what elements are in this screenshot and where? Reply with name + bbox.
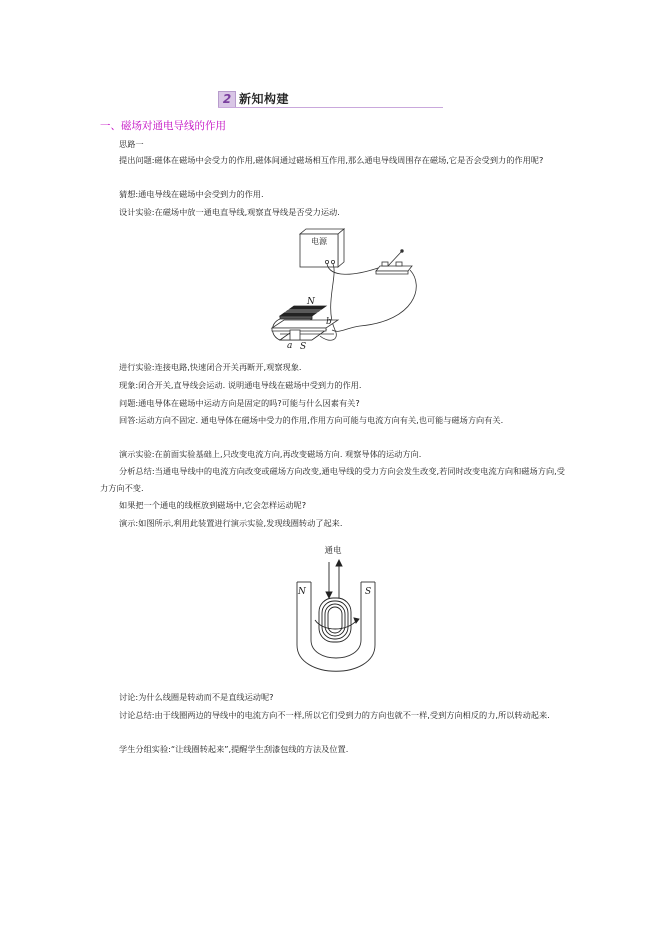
paragraph: 分析总结:当通电导线中的电流方向改变或磁场方向改变,通电导线的受力方向会发生改变,若同时改变电流方向和磁场方向,受力方向不变. xyxy=(100,466,565,493)
paragraph: 演示实验:在前面实验基础上,只改变电流方向,再改变磁场方向. 观察导体的运动方向. xyxy=(119,449,422,459)
paragraph: 思路一 xyxy=(119,139,144,149)
current-label: 通电 xyxy=(324,546,342,556)
magnet-pole-s: S xyxy=(365,587,372,597)
subsection-heading: 一、磁场对通电导线的作用 xyxy=(100,120,226,132)
paragraph: 提出问题:磁体在磁场中会受力的作用,磁体间通过磁场相互作用,那么通电导线周围存在磁场,它是否会受到力的作用呢? xyxy=(119,155,544,165)
paragraph: 回答:运动方向不固定. 通电导体在磁场中受力的作用,作用方向可能与电流方向有关,也可能与磁场方向有关. xyxy=(119,415,504,425)
paragraph: 现象:闭合开关,直导线会运动. 说明通电导线在磁场中受到力的作用. xyxy=(119,380,362,390)
magnet-pole-n: N xyxy=(298,587,306,597)
paragraph: 问题:通电导体在磁场中运动方向是固定的吗?可能与什么因素有关? xyxy=(119,398,360,408)
paragraph: 如果把一个通电的线框放到磁场中,它会怎样运动呢? xyxy=(119,500,307,510)
wire-end-a: a xyxy=(287,341,293,351)
paragraph: 猜想:通电导线在磁场中会受到力的作用. xyxy=(119,189,264,199)
power-supply xyxy=(300,229,344,267)
current-arrows xyxy=(326,560,342,598)
wire-end-b: b xyxy=(326,317,332,327)
paragraph: 设计实验:在磁场中放一通电直导线,观察直导线是否受力运动. xyxy=(119,207,340,217)
paragraph: 学生分组实验:“让线圈转起来”,提醒学生刮漆包线的方法及位置. xyxy=(119,744,349,754)
switch xyxy=(376,250,412,274)
coil xyxy=(319,598,351,642)
paragraph: 进行实验:连接电路,快速闭合开关再断开,观察现象. xyxy=(119,362,302,372)
magnet-pole-n: N xyxy=(307,297,315,307)
paragraph: 演示:如图所示,利用此装置进行演示实验,发现线圈转动了起来. xyxy=(119,518,343,528)
experiment-figure-coil xyxy=(285,540,395,680)
paragraph: 讨论总结:由于线圈两边的导线中的电流方向不一样,所以它们受到力的方向也就不一样,受到方向相反的力,所以转动起来. xyxy=(119,710,550,720)
power-supply-label: 电源 xyxy=(311,237,327,246)
u-magnet xyxy=(297,582,375,671)
section-number: 2 xyxy=(218,91,236,108)
experiment-figure-wire xyxy=(260,226,435,358)
circuit-wires xyxy=(320,264,416,340)
section-title: 新知构建 xyxy=(239,92,290,106)
section-divider xyxy=(218,107,443,108)
paragraph: 讨论:为什么线圈是转动而不是直线运动呢? xyxy=(119,692,274,702)
magnet-pole-s: S xyxy=(300,342,307,352)
section-header xyxy=(218,90,443,108)
